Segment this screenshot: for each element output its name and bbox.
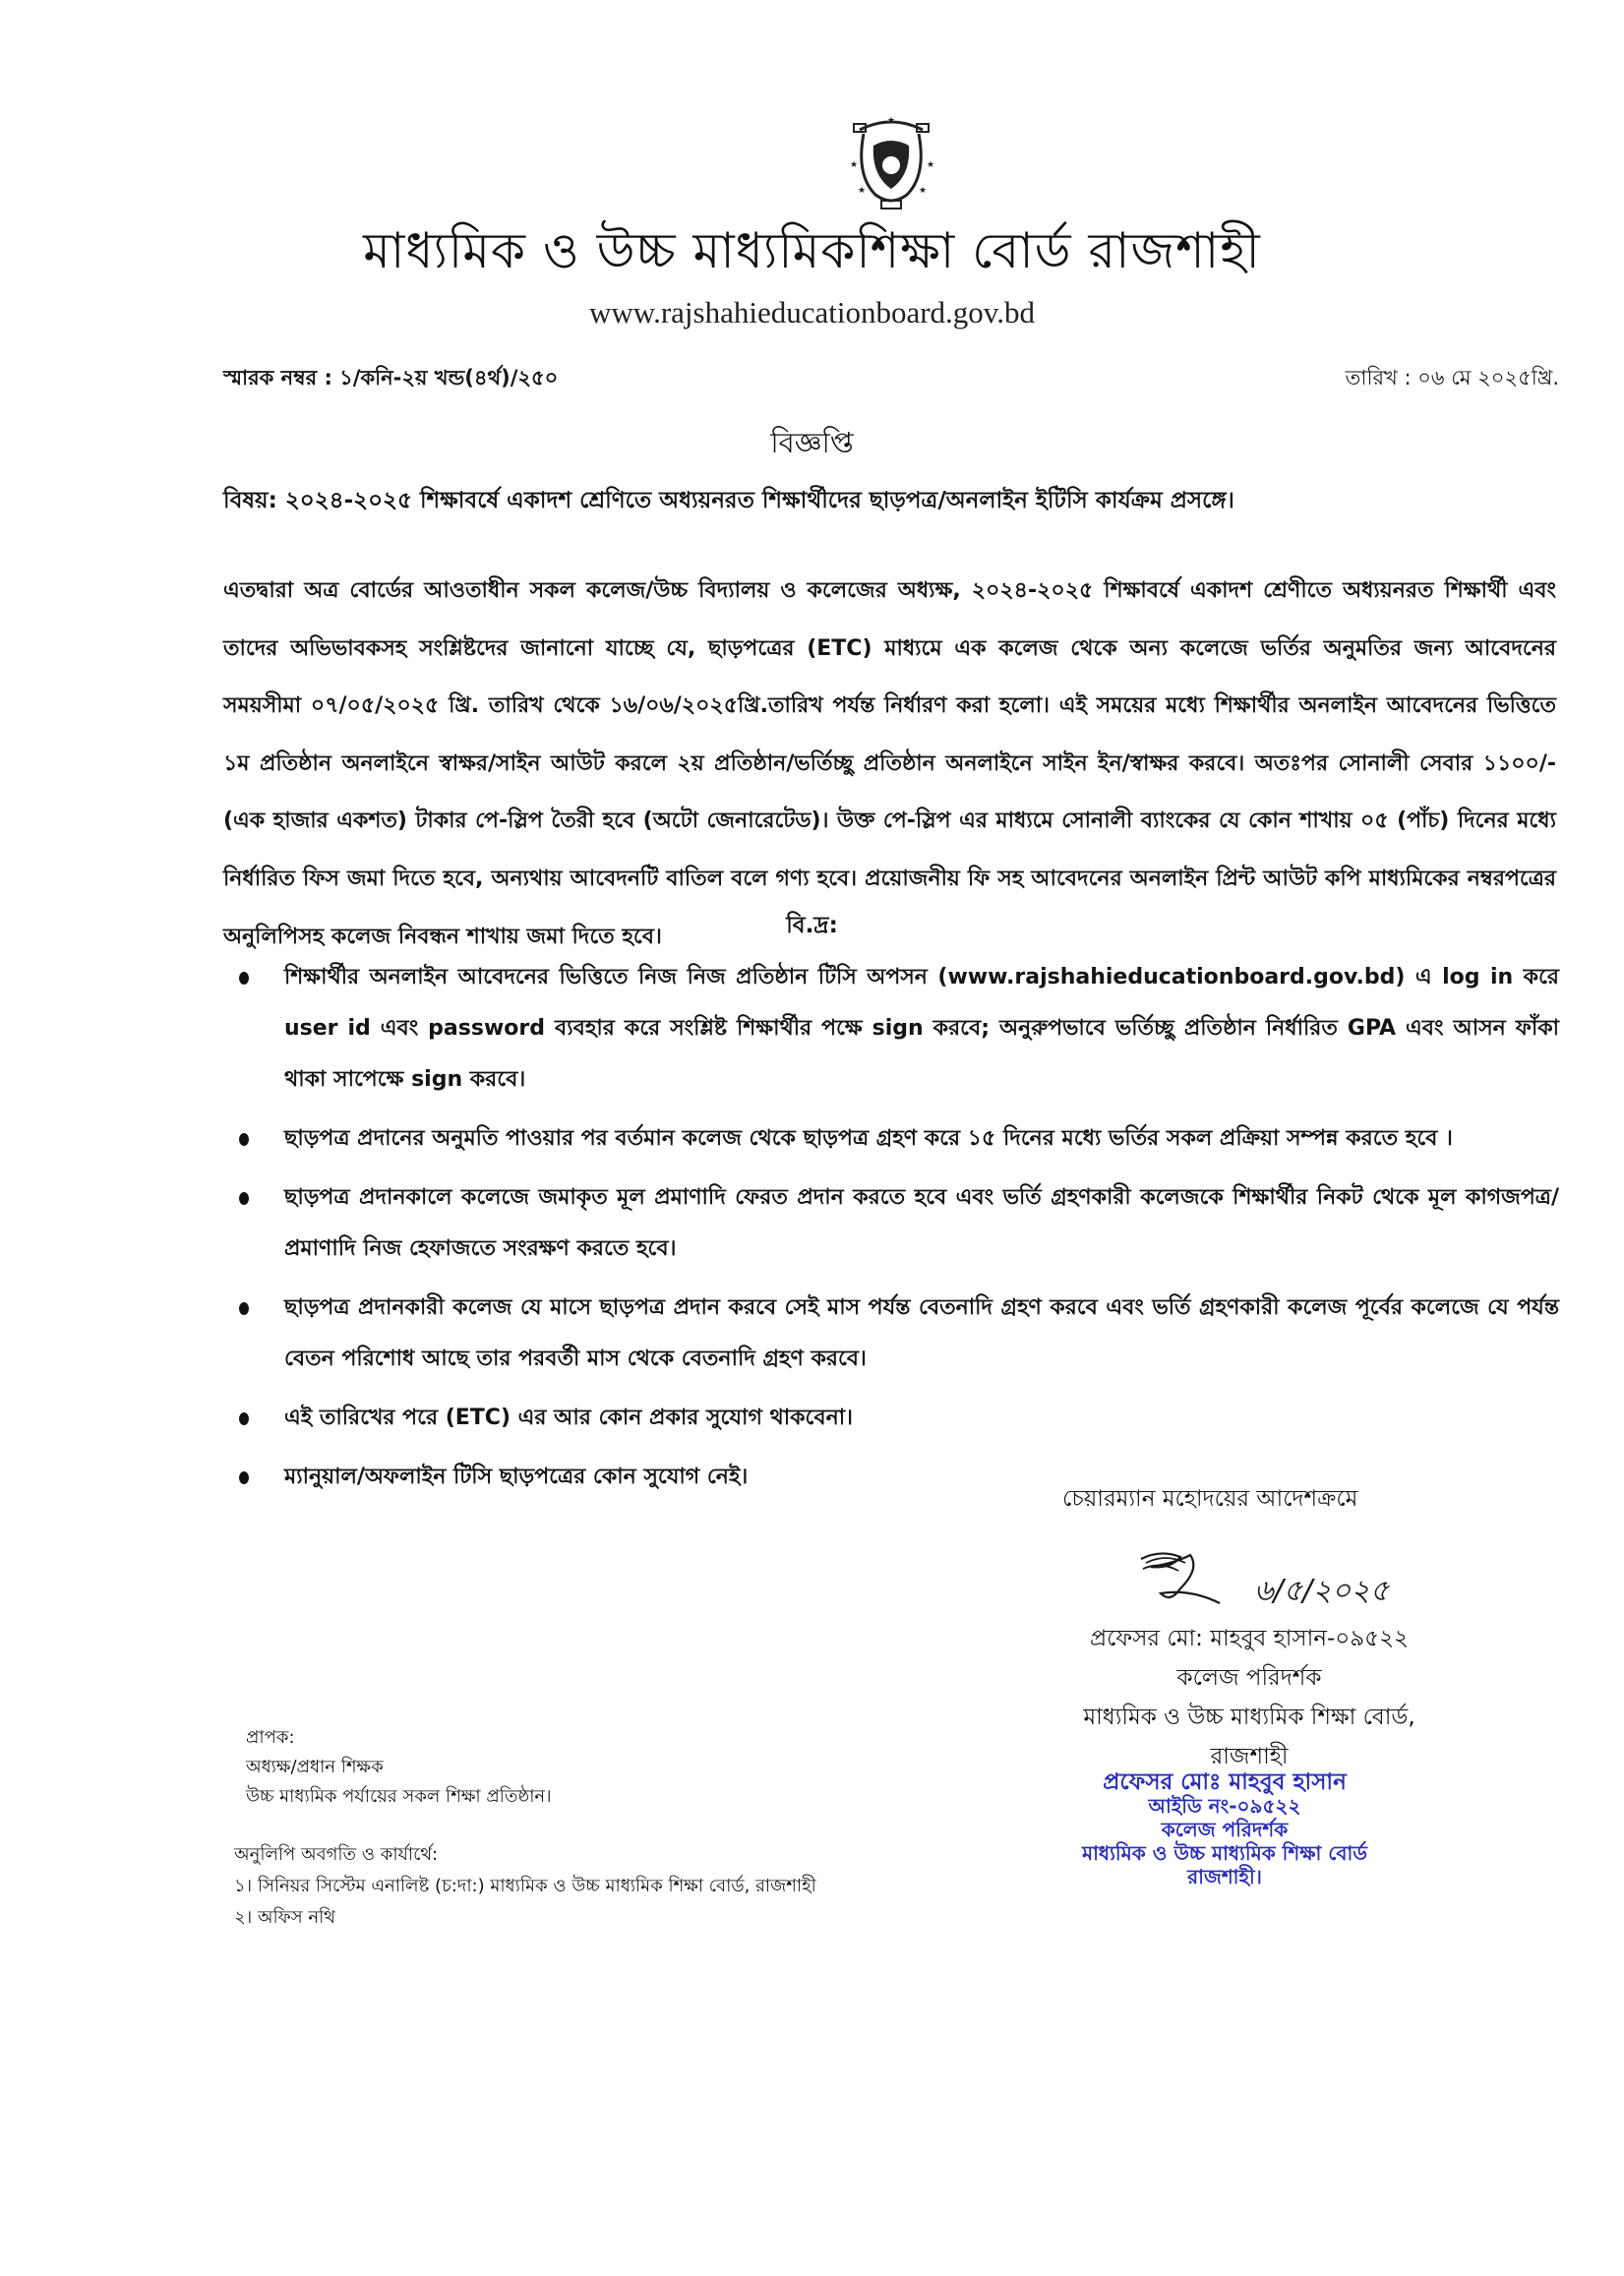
stamp-city: রাজশাহী। bbox=[1187, 1865, 1262, 1888]
note-item: ছাড়পত্র প্রদানের অনুমতি পাওয়ার পর বর্তমান কলেজ থেকে ছাড়পত্র গ্রহণ করে ১৫ দিনের মধ্যে ভর্তির সকল প্রক্রিয়া সম্পন্ন করতে হবে । bbox=[231, 1113, 1559, 1165]
board-name-heading: মাধ্যমিক ও উচ্চ মাধ্যমিকশিক্ষা বোর্ড রাজশাহী bbox=[363, 222, 1261, 279]
svg-text:★: ★ bbox=[858, 186, 867, 196]
recipient-block bbox=[246, 1723, 552, 1812]
recipient-line: উচ্চ মাধ্যমিক পর্যায়ের সকল শিক্ষা প্রতিষ্ঠান। bbox=[246, 1786, 552, 1807]
recipient-line: অধ্যক্ষ/প্রধান শিক্ষক bbox=[246, 1757, 384, 1777]
recipient-label: প্রাপক: bbox=[246, 1727, 295, 1748]
signer-city: রাজশাহী bbox=[1210, 1744, 1289, 1769]
bullet-icon bbox=[239, 1133, 249, 1146]
signer-name: প্রফেসর মো: মাহবুব হাসান-০৯৫২২ bbox=[1089, 1626, 1409, 1651]
board-website: www.rajshahieducationboard.gov.bd bbox=[588, 295, 1036, 329]
signer-block bbox=[1023, 1619, 1475, 1776]
notice-subject: বিষয়: ২০২৪-২০২৫ শিক্ষাবর্ষে একাদশ শ্রেণিতে অধ্যয়নরত শিক্ষার্থীদের ছাড়পত্র/অনলাইন ইটিসি কার্যক্রম প্রসঙ্গে। bbox=[223, 488, 1234, 513]
svg-text:★: ★ bbox=[850, 160, 859, 170]
stamp-name: প্রফেসর মোঃ মাহবুব হাসান bbox=[1103, 1769, 1347, 1795]
memo-number: স্মারক নম্বর : ১/কনি-২য় খন্ড(৪র্থ)/২৫০ bbox=[223, 366, 559, 389]
note-item: ম্যানুয়াল/অফলাইন টিসি ছাড়পত্রের কোন সুযোগ নেই। bbox=[231, 1452, 1559, 1503]
note-item: ছাড়পত্র প্রদানকারী কলেজ যে মাসে ছাড়পত্র প্রদান করবে সেই মাস পর্যন্ত বেতনাদি গ্রহণ করবে এবং ভর্তি গ্রহণকারী কলেজ পূর্বের কলেজে যে পর্যন্ত বেতন পরিশোধ আছে তার পরবর্তী মাস থেকে বেতনাদি গ্রহণ করবে। bbox=[231, 1283, 1559, 1385]
signer-office: মাধ্যমিক ও উচ্চ মাধ্যমিক শিক্ষা বোর্ড, bbox=[1083, 1705, 1415, 1730]
copy-to-label: অনুলিপি অবগতি ও কার্যার্থে: bbox=[234, 1844, 439, 1865]
copy-to-item: ২। অফিস নথি bbox=[234, 1907, 335, 1928]
svg-text:★: ★ bbox=[886, 116, 896, 126]
notice-title: বিজ্ঞপ্তি bbox=[770, 426, 854, 459]
bullet-icon bbox=[239, 972, 249, 985]
bullet-icon bbox=[239, 1192, 249, 1205]
copy-to-block bbox=[234, 1839, 816, 1934]
stamp-office: মাধ্যমিক ও উচ্চ মাধ্যমিক শিক্ষা বোর্ড bbox=[1082, 1841, 1367, 1865]
note-item: ছাড়পত্র প্রদানকালে কলেজে জমাকৃত মূল প্রমাণাদি ফেরত প্রদান করতে হবে এবং ভর্তি গ্রহণকারী কলেজকে শিক্ষার্থীর নিকট থেকে মূল কাগজপত্র/প্রমাণাদি নিজ হেফাজতে সংরক্ষণ করতে হবে। bbox=[231, 1172, 1559, 1275]
authority-line: চেয়ারম্যান মহোদয়ের আদেশক্রমে bbox=[1062, 1486, 1358, 1512]
bullet-icon bbox=[239, 1471, 249, 1484]
board-emblem-icon bbox=[846, 116, 936, 214]
signer-designation: কলেজ পরিদর্শক bbox=[1176, 1665, 1322, 1691]
notes-list bbox=[231, 952, 1559, 1511]
svg-text:★: ★ bbox=[919, 186, 928, 196]
svg-text:★: ★ bbox=[927, 160, 935, 170]
stamp-designation: কলেজ পরিদর্শক bbox=[1161, 1818, 1289, 1841]
stamp-id: আইডি নং-০৯৫২২ bbox=[1148, 1794, 1301, 1818]
note-item: এই তারিখের পরে (ETC) এর আর কোন প্রকার সুযোগ থাকবেনা। bbox=[231, 1393, 1559, 1444]
handwritten-signature-icon bbox=[1131, 1549, 1466, 1618]
notice-body: এতদ্বারা অত্র বোর্ডের আওতাধীন সকল কলেজ/উচ্চ বিদ্যালয় ও কলেজের অধ্যক্ষ, ২০২৪-২০২৫ শিক্ষাবর্ষে একাদশ শ্রেণীতে অধ্যয়নরত শিক্ষার্থী এবং তাদের অভিভাবকসহ সংশ্লিষ্টদের জানানো যাচ্ছে যে, ছাড়পত্রের (ETC) মাধ্যমে এক কলেজ থেকে অন্য কলেজে ভর্তির অনুমতির জন্য আবেদনের সময়সীমা ০৭/০৫/২০২৫ খ্রি. তারিখ থেকে ১৬/০৬/২০২৫খ্রি.তারিখ পর্যন্ত নির্ধারণ করা হলো। এই সময়ের মধ্যে শিক্ষার্থীর অনলাইন আবেদনের ভিত্তিতে ১ম প্রতিষ্ঠান অনলাইনে স্বাক্ষর/সাইন আউট করলে ২য় প্রতিষ্ঠান/ভর্তিচ্ছু প্রতিষ্ঠান অনলাইনে সাইন ইন/স্বাক্ষর করবে। অতঃপর সোনালী সেবার ১১০০/- (এক হাজার একশত) টাকার পে-স্লিপ তৈরী হবে (অটো জেনারেটেড)। উক্ত পে-স্লিপ এর মাধ্যমে সোনালী ব্যাংকের যে কোন শাখায় ০৫ (পাঁচ) দিনের মধ্যে নির্ধারিত ফিস জমা দিতে হবে, অন্যথায় আবেদনটি বাতিল বলে গণ্য হবে। প্রয়োজনীয় ফি সহ আবেদনের অনলাইন প্রিন্ট আউট কপি মাধ্যমিকের নম্বরপত্রের অনুলিপিসহ কলেজ নিবন্ধন শাখায় জমা দিতে হবে। bbox=[223, 578, 1556, 949]
notes-heading: বি.দ্র: bbox=[786, 913, 838, 938]
official-stamp bbox=[1043, 1770, 1407, 1888]
issue-date: তারিখ : ০৬ মে ২০২৫খ্রি. bbox=[1345, 366, 1559, 389]
bullet-icon bbox=[239, 1302, 249, 1315]
bullet-icon bbox=[239, 1412, 249, 1425]
note-item: শিক্ষার্থীর অনলাইন আবেদনের ভিত্তিতে নিজ নিজ প্রতিষ্ঠান টিসি অপসন (www.rajshahieducationboard.gov.bd) এ log in করে user id এবং password ব্যবহার করে সংশ্লিষ্ট শিক্ষার্থীর পক্ষে sign করবে; অনুরুপভাবে ভর্তিচ্ছু প্রতিষ্ঠান নির্ধারিত GPA এবং আসন ফাঁকা থাকা সাপেক্ষে sign করবে। bbox=[231, 952, 1559, 1106]
copy-to-item: ১। সিনিয়র সিস্টেম এনালিষ্ট (চ:দা:) মাধ্যমিক ও উচ্চ মাধ্যমিক শিক্ষা বোর্ড, রাজশাহী bbox=[234, 1876, 816, 1896]
signature-date: ৬/৫/২০২৫ bbox=[1254, 1574, 1390, 1608]
